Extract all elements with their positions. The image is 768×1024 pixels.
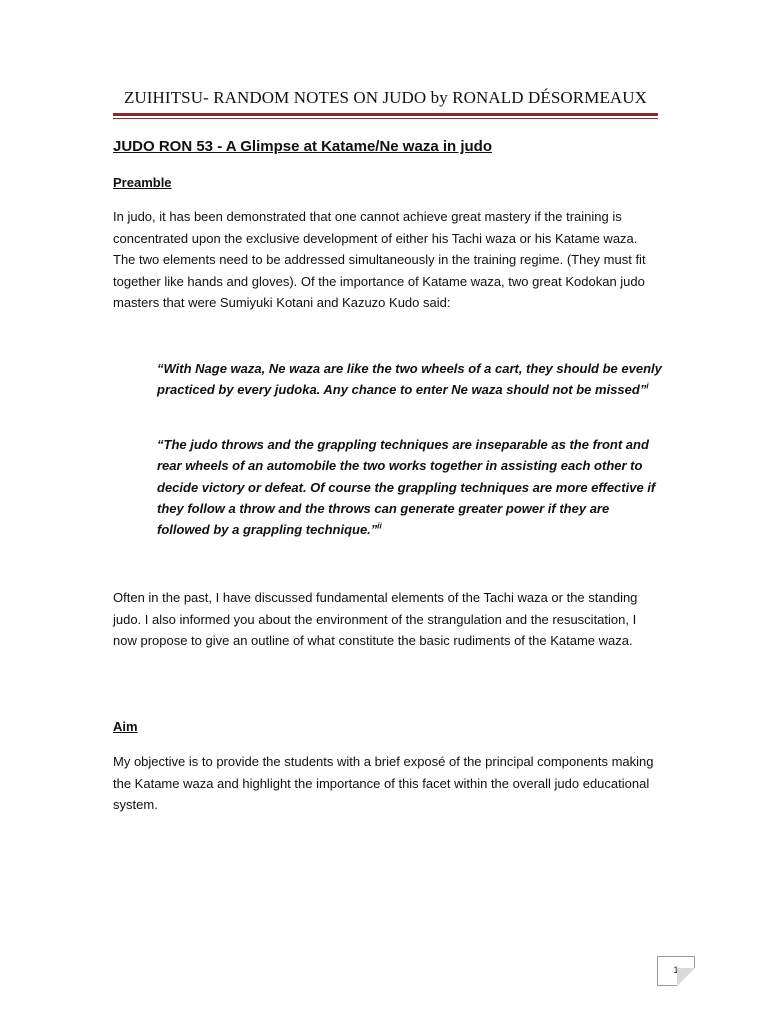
running-header-title: ZUIHITSU- RANDOM NOTES ON JUDO by RONALD DÉSORMEAUX (123, 88, 648, 107)
preamble-heading: Preamble (113, 175, 172, 190)
page-number: 1 (657, 956, 695, 986)
aim-paragraph: My objective is to provide the students with a brief exposé of the principal components making the Katame waza and highlight the importance of this facet within the overall judo educational system. (113, 754, 654, 812)
quote-kudo (157, 434, 662, 540)
aim-heading: Aim (113, 719, 138, 734)
footnote-marker[interactable]: ii (377, 521, 382, 531)
header-rule-thick (113, 113, 658, 116)
quote-text: “With Nage waza, Ne waza are like the two wheels of a cart, they should be evenly practiced by every judoka. Any chance to enter Ne waza should not be missed” (157, 361, 662, 398)
quote-text: “The judo throws and the grappling techniques are inseparable as the front and rear wheels of an automobile the two works together in assisting each other to decide victory or defeat. Of course the grappling techniques are more effective if they follow a throw and the throws can generate greater power if they are followed by a grappling technique.” (157, 437, 656, 538)
footnote-marker[interactable]: i (646, 381, 649, 391)
intro-paragraph: Often in the past, I have discussed fundamental elements of the Tachi waza or the standing judo. I also informed you about the environment of the strangulation and the resuscitation, I now propose to give an outline of what constitute the basic rudiments of the Katame waza. (113, 590, 638, 648)
header-rule-thin (113, 118, 658, 119)
quote-kotani (157, 358, 662, 401)
document-title: JUDO RON 53 - A Glimpse at Katame/Ne waza in judo (113, 138, 492, 155)
preamble-paragraph: In judo, it has been demonstrated that one cannot achieve great mastery if the training is concentrated upon the exclusive development of either his Tachi waza or his Katame waza. The two elements need to be addressed simultaneously in the training regime. (They must fit together like hands and gloves). Of the importance of Katame waza, two great Kodokan judo masters that were Sumiyuki Kotani and Kazuzo Kudo said: (113, 209, 646, 310)
